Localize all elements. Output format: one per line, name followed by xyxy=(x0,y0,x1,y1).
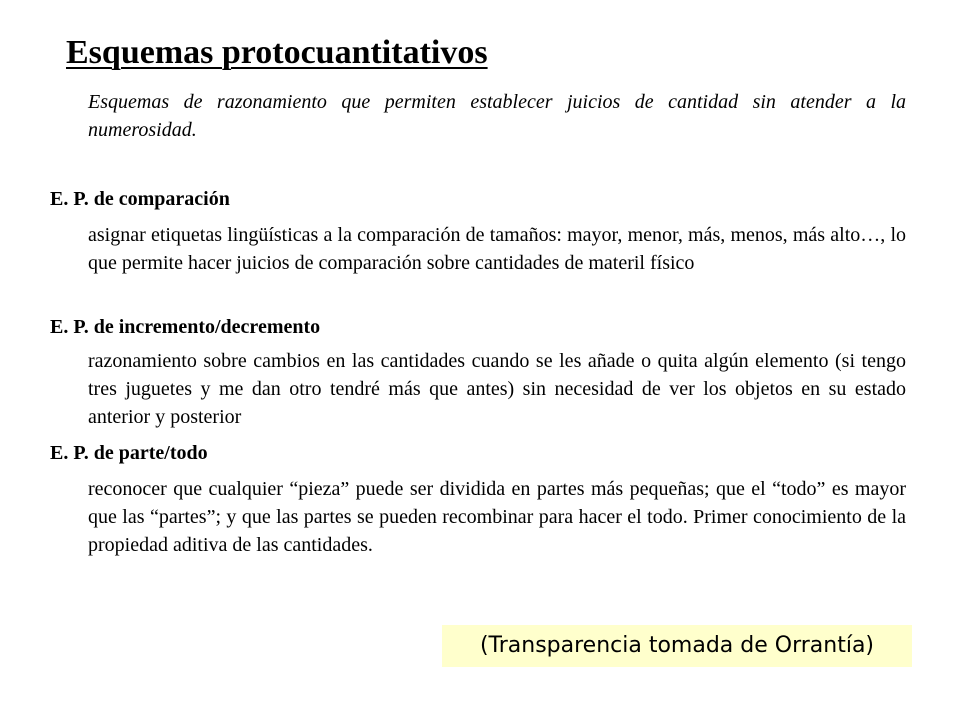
section-text-incremento-decremento: razonamiento sobre cambios en las cantidades cuando se les añade o quita algún elemento (si tengo tres juguetes y me dan otro tendré más que antes) sin necesidad de ver los objetos en su estado anterior y posterior xyxy=(88,350,906,428)
section-heading-parte-todo: E. P. de parte/todo xyxy=(50,442,208,464)
slide-title: Esquemas protocuantitativos xyxy=(66,34,488,71)
section-heading-comparacion: E. P. de comparación xyxy=(50,188,230,210)
section-text-comparacion: asignar etiquetas lingüísticas a la comparación de tamaños: mayor, menor, más, menos, más alto…, lo que permite hacer juicios de comparación sobre cantidades de materil físico xyxy=(88,224,906,274)
source-credit: (Transparencia tomada de Orrantía) xyxy=(442,625,912,667)
section-heading-incremento-decremento: E. P. de incremento/decremento xyxy=(50,316,321,338)
intro-definition: Esquemas de razonamiento que permiten establecer juicios de cantidad sin atender a la numerosidad. xyxy=(88,91,906,141)
section-text-parte-todo: reconocer que cualquier “pieza” puede ser dividida en partes más pequeñas; que el “todo” es mayor que las “partes”; y que las partes se pueden recombinar para hacer el todo. Primer conocimiento de la propiedad aditiva de las cantidades. xyxy=(88,478,906,556)
